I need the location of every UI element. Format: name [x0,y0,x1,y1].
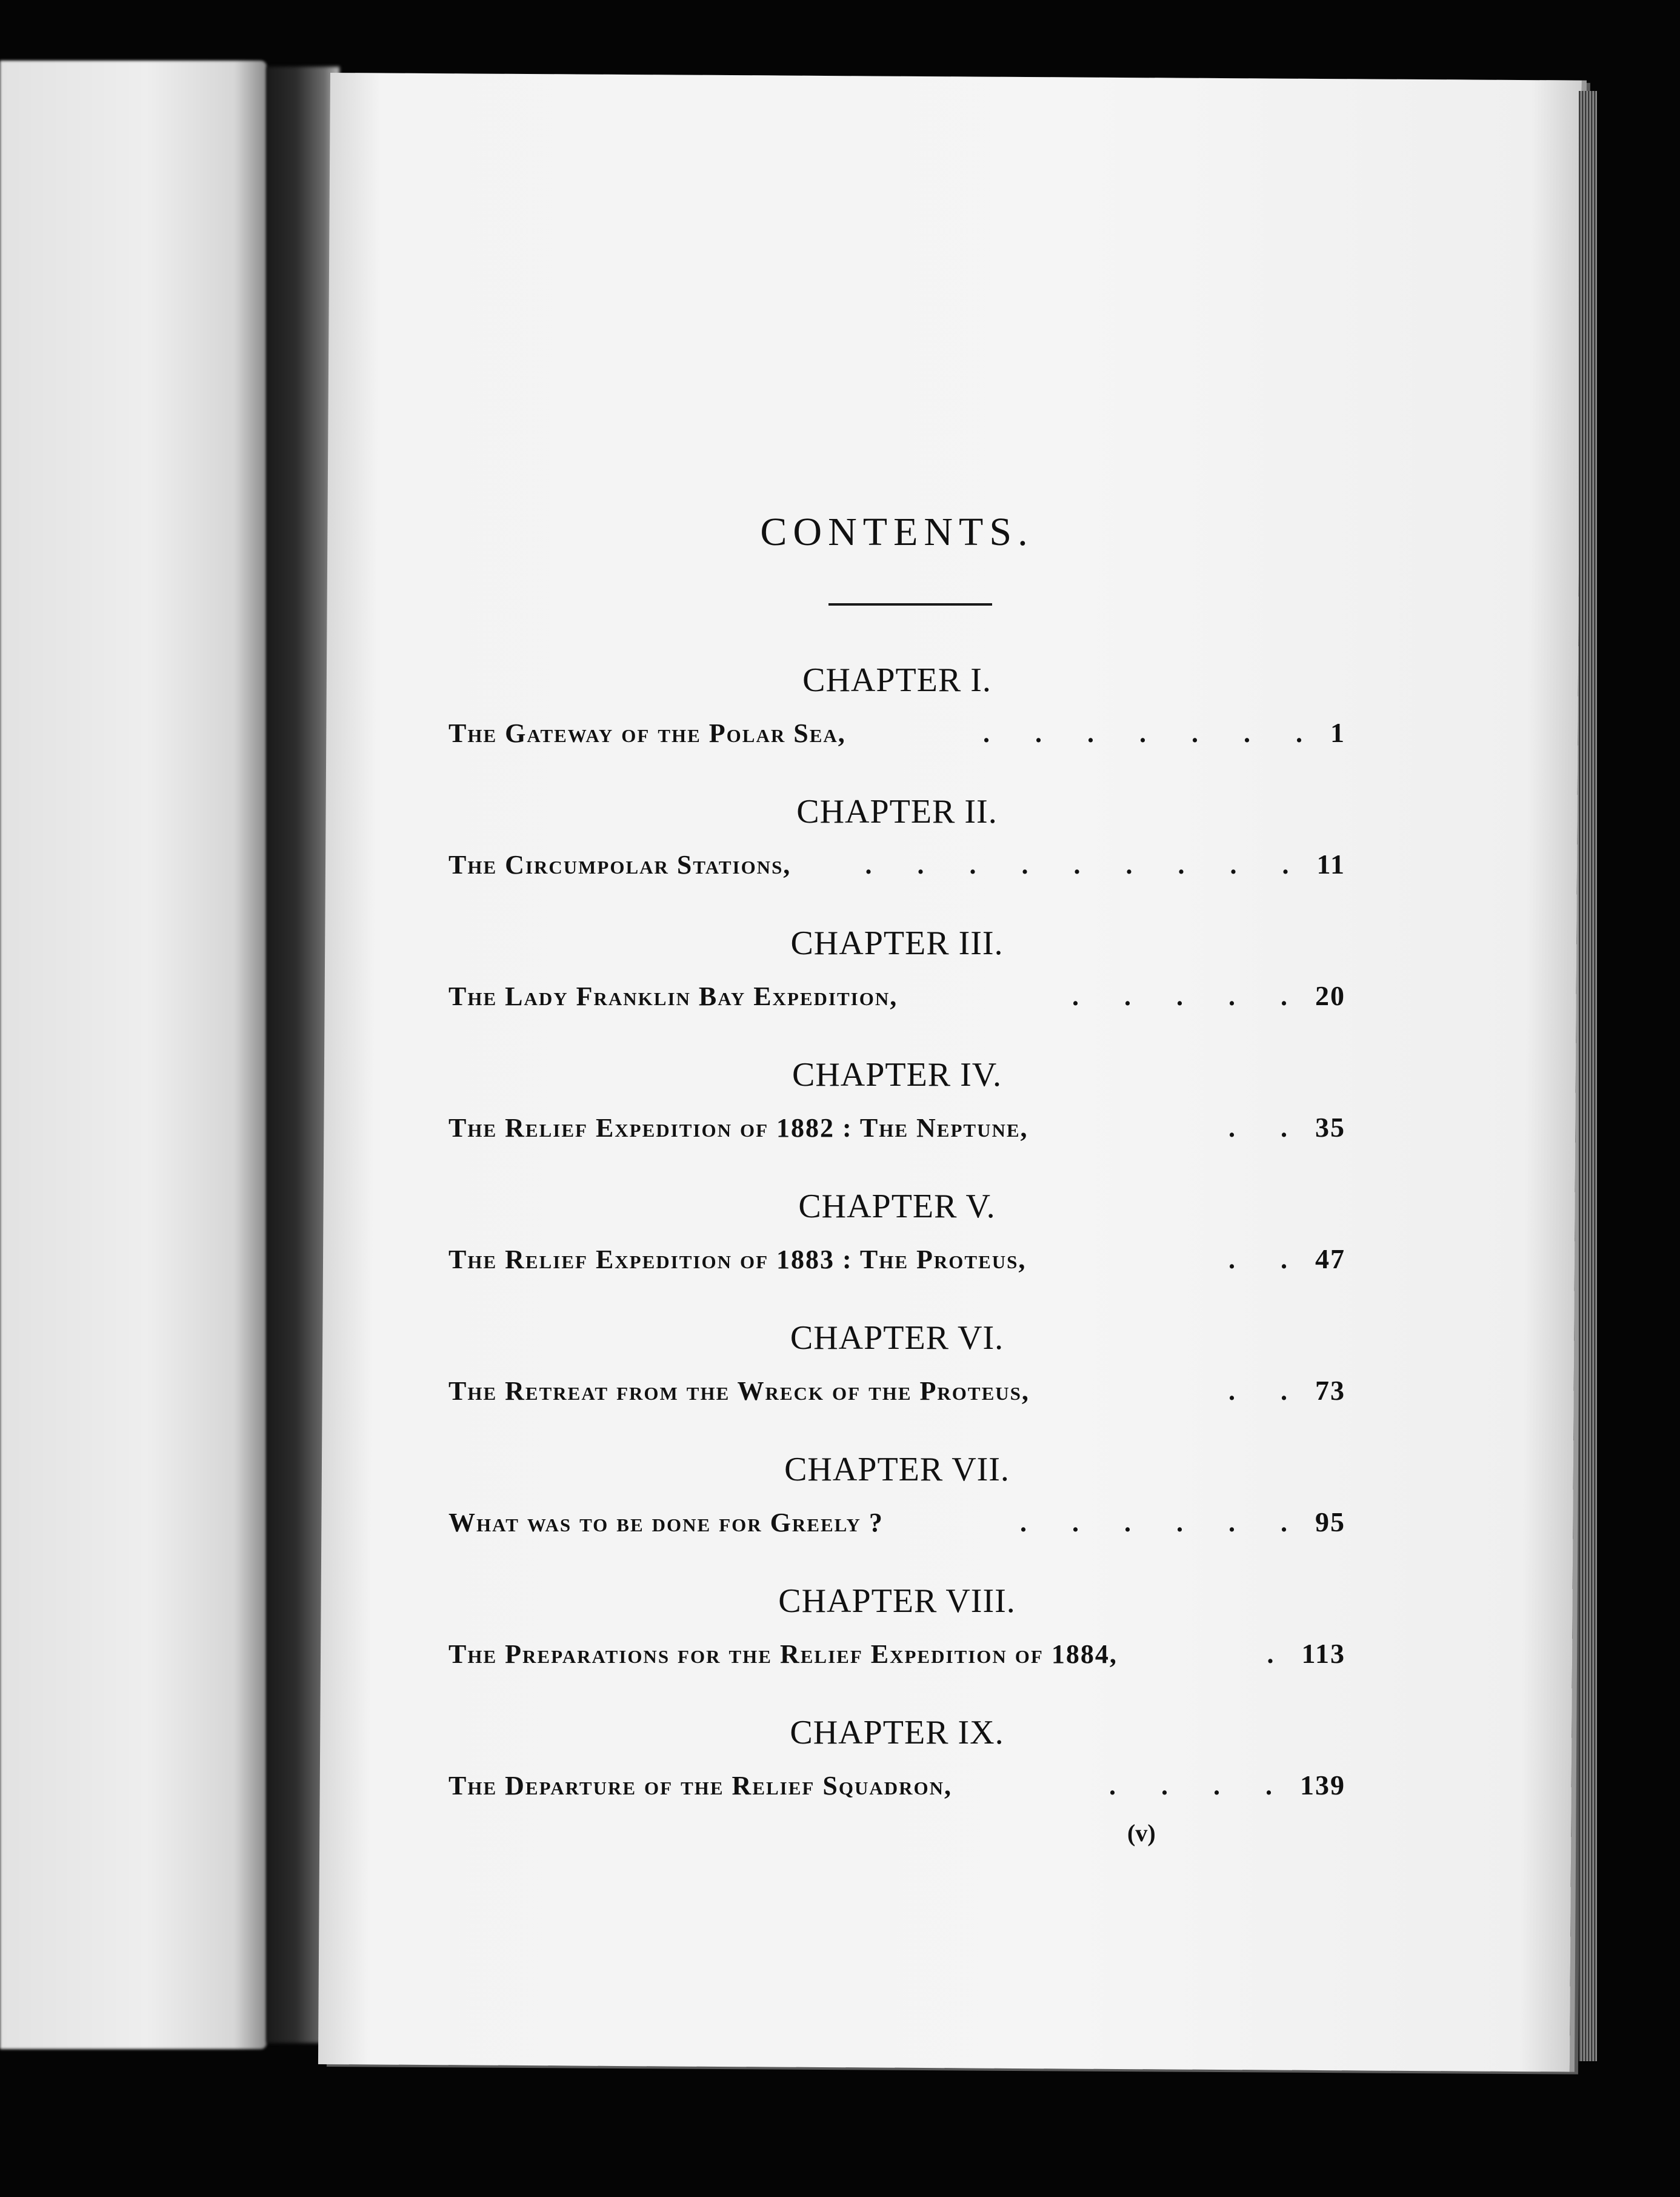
chapter-heading: CHAPTER IV. [792,1056,1002,1094]
chapter-heading: CHAPTER V. [798,1188,996,1225]
chapter-title: The Circumpolar Stations, [448,850,792,880]
toc-row [448,1243,1345,1279]
page-number: 95 [1315,1506,1345,1537]
dot-leader: . [1267,1639,1293,1669]
toc-row [448,1637,1345,1674]
toc-entry [424,1450,1370,1547]
chapter-title: The Lady Franklin Bay Expedition, [448,981,898,1011]
chapter-heading: CHAPTER II. [796,793,998,831]
toc-entry [424,1187,1370,1284]
toc-entry [424,1055,1370,1152]
toc-entry [424,1582,1370,1679]
contents-title: CONTENTS. [760,510,1034,554]
page-folio: (v) [1127,1819,1156,1847]
dot-leader: . . . . [1109,1771,1292,1801]
chapter-heading: CHAPTER VI. [790,1319,1004,1357]
toc-entry [424,792,1370,889]
page-number: 1 [1330,717,1345,748]
chapter-title: The Relief Expedition of 1882 : The Neptune, [448,1113,1028,1143]
toc-entry [424,924,1370,1021]
facing-page [0,61,267,2049]
dot-leader: . . . . . . . [983,718,1322,748]
page-number: 20 [1315,980,1345,1011]
toc-row [448,848,1345,884]
chapter-title: The Gateway of the Polar Sea, [448,718,846,748]
chapter-title: What was to be done for Greely ? [448,1508,884,1537]
page-number: 47 [1315,1243,1345,1274]
chapter-title: The Relief Expedition of 1883 : The Proteus, [448,1245,1027,1274]
dot-leader: . . . . . [1072,981,1307,1011]
chapter-title: The Retreat from the Wreck of the Proteus, [448,1376,1030,1406]
toc-entry [424,1713,1370,1810]
chapter-title: The Preparations for the Relief Expedition of 1884, [448,1639,1118,1669]
toc-row [448,1769,1345,1805]
page-number: 35 [1315,1112,1345,1143]
page-number: 113 [1301,1638,1345,1669]
chapter-heading: CHAPTER I. [802,661,992,699]
dot-leader: . . . . . . [1020,1508,1307,1537]
dot-leader: . . [1228,1245,1307,1274]
toc-row [448,1111,1345,1148]
chapter-heading: CHAPTER VIII. [778,1582,1016,1620]
chapter-heading: CHAPTER VII. [784,1451,1010,1488]
toc-row [448,1506,1345,1542]
page-number: 11 [1316,849,1345,880]
toc-row [448,980,1345,1016]
dot-leader: . . . . . . . . . [865,850,1308,880]
toc-entry [424,1319,1370,1416]
toc-row [448,1374,1345,1411]
toc-row [448,717,1345,753]
dot-leader: . . [1228,1113,1307,1143]
table-of-contents [424,497,1370,1831]
page-number: 139 [1300,1770,1345,1801]
toc-entry [424,661,1370,758]
page-number: 73 [1315,1375,1345,1406]
chapter-title: The Departure of the Relief Squadron, [448,1771,952,1801]
dot-leader: . . [1228,1376,1307,1406]
chapter-heading: CHAPTER IX. [790,1714,1004,1751]
page-edges [1579,91,1597,2061]
title-rule [828,603,992,606]
chapter-heading: CHAPTER III. [790,925,1004,962]
